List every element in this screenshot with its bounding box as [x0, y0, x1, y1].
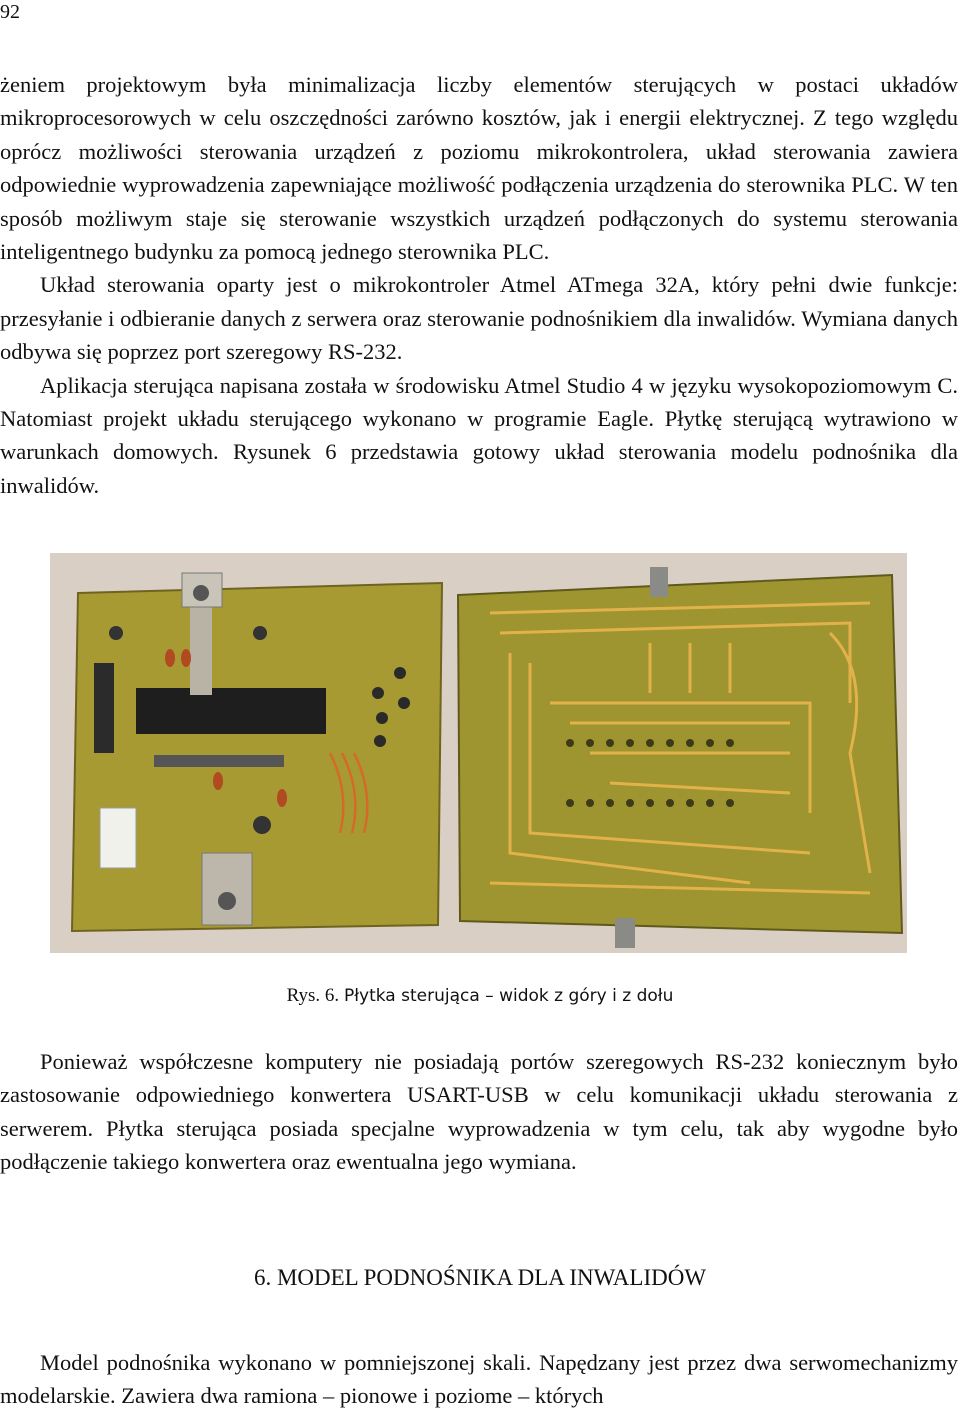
pcb-photo-figure — [50, 553, 907, 953]
paragraph-model: Model podnośnika wykonano w pomniejszonej skali. Napędzany jest przez dwa serwomechanizmy modelarskie. Zawiera dwa ramiona – pionowe i poziome – których — [0, 1350, 958, 1409]
figure-caption — [0, 985, 960, 1007]
section-heading: 6. MODEL PODNOŚNIKA DLA INWALIDÓW — [253, 1265, 707, 1290]
pcb-photo — [50, 553, 907, 953]
caption-label: Rys. 6. — [286, 985, 340, 1006]
paragraph-application: Aplikacja sterująca napisana została w środowisku Atmel Studio 4 w języku wysokopoziomowym C. Natomiast projekt układu sterującego wykonano w programie Eagle. Płytkę sterującą wytrawiono w warunkach domowych. Rysunek 6 przedstawia gotowy układ sterowania modelu podnośnika dla inwalidów. — [0, 372, 958, 498]
page-number: 92 — [0, 1, 20, 23]
paragraph-controller: Układ sterowania oparty jest o mikrokontroler Atmel ATmega 32A, który pełni dwie funkcje: przesyłanie i odbieranie danych z serwera oraz sterowanie podnośnikiem dla inwalidów. Wymiana danych odbywa się poprzez port szeregowy RS-232. — [0, 272, 958, 365]
paragraph-converter: Ponieważ współczesne komputery nie posiadają portów szeregowych RS-232 koniecznym było zastosowanie odpowiedniego konwertera USART-USB w celu komunikacji układu sterowania z serwerem. Płytka sterująca posiada specjalne wyprowadzenia w tym celu, tak aby wygodne było podłączenie takiego konwertera oraz ewentualna jego wymiana. — [0, 1049, 958, 1175]
pcb-top-view — [72, 573, 442, 931]
pcb-bottom-view — [458, 567, 902, 948]
text-block-top — [0, 68, 958, 502]
caption-text: Płytka sterująca – widok z góry i z dołu — [343, 986, 674, 1006]
paragraph-continuation: żeniem projektowym była minimalizacja liczby elementów sterujących w postaci układów mikroprocesorowych w celu oszczędności zarówno kosztów, jak i energii elektrycznej. Z tego względu oprócz możliwości sterowania urządzeń z poziomu mikrokontrolera, układ sterowania zawiera odpowiednie wyprowadzenia zapewniające możliwość podłączenia urządzenia do sterownika PLC. W ten sposób możliwym staje się sterowanie wszystkich urządzeń podłączonych do systemu sterowania inteligentnego budynku za pomocą jednego sterownika PLC. — [0, 72, 958, 265]
